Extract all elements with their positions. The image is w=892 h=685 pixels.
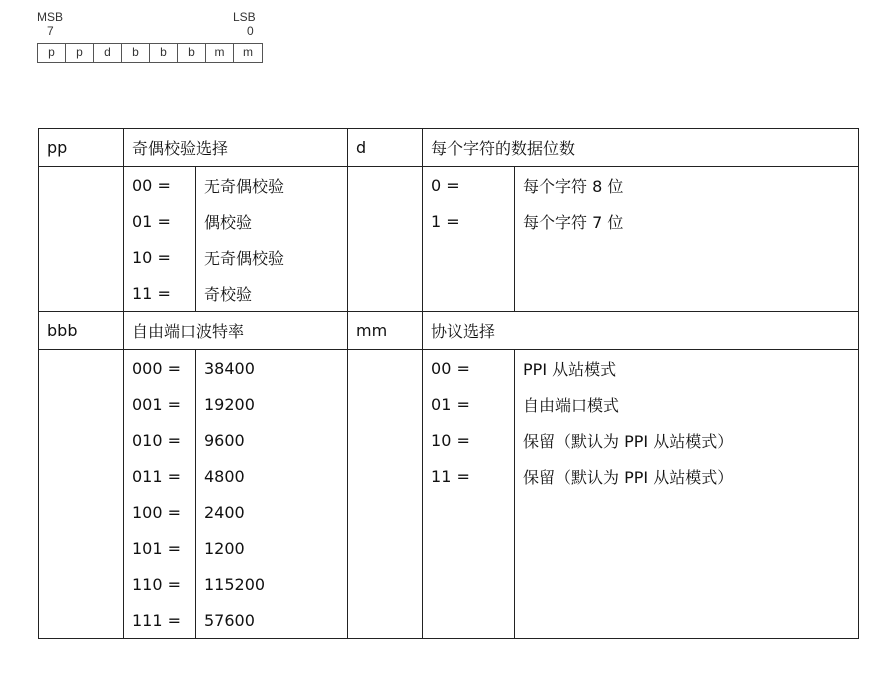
table-row (39, 494, 859, 530)
empty-cell (348, 350, 423, 387)
value-code: 01 = (124, 203, 196, 239)
value-description (515, 530, 859, 566)
empty-cell (348, 602, 423, 639)
value-code: 011 = (124, 458, 196, 494)
field-title: 协议选择 (423, 312, 859, 350)
field-title: 奇偶校验选择 (124, 129, 348, 167)
bit-layout-diagram (35, 8, 275, 78)
empty-cell (39, 386, 124, 422)
value-description (515, 275, 859, 312)
table-row (39, 530, 859, 566)
value-description: 9600 (196, 422, 348, 458)
value-description: 每个字符 7 位 (515, 203, 859, 239)
empty-cell (39, 494, 124, 530)
table-row (39, 422, 859, 458)
empty-cell (348, 458, 423, 494)
value-description: 19200 (196, 386, 348, 422)
empty-cell (348, 239, 423, 275)
lsb-index: 0 (247, 24, 254, 38)
value-description: 每个字符 8 位 (515, 167, 859, 204)
value-code (423, 566, 515, 602)
value-description (515, 239, 859, 275)
bit-cell: d (94, 44, 122, 62)
value-description: 保留（默认为 PPI 从站模式） (515, 458, 859, 494)
bit-cell: m (243, 45, 253, 59)
empty-cell (39, 239, 124, 275)
value-code: 10 = (423, 422, 515, 458)
section-header-row (39, 129, 859, 167)
table-row (39, 350, 859, 387)
table-row (39, 239, 859, 275)
empty-cell (39, 167, 124, 204)
value-code: 01 = (423, 386, 515, 422)
empty-cell (348, 167, 423, 204)
table-row (39, 386, 859, 422)
empty-cell (348, 275, 423, 312)
field-name: mm (348, 312, 423, 350)
value-description: 奇校验 (196, 275, 348, 312)
value-description: 4800 (196, 458, 348, 494)
value-code: 00 = (423, 350, 515, 387)
value-description (515, 566, 859, 602)
value-description: 无奇偶校验 (196, 167, 348, 204)
empty-cell (39, 530, 124, 566)
value-code: 000 = (124, 350, 196, 387)
value-description: 57600 (196, 602, 348, 639)
msb-index: 7 (47, 24, 54, 38)
bit-cell: p (66, 44, 94, 62)
empty-cell (39, 422, 124, 458)
bit-cell: b (122, 44, 150, 62)
empty-cell (39, 350, 124, 387)
empty-cell (348, 422, 423, 458)
bit-cell: b (178, 44, 206, 62)
empty-cell (348, 530, 423, 566)
value-code: 001 = (124, 386, 196, 422)
bit-row (37, 43, 263, 63)
empty-cell (348, 386, 423, 422)
value-code: 00 = (124, 167, 196, 204)
value-code (423, 602, 515, 639)
value-code: 010 = (124, 422, 196, 458)
table-row (39, 602, 859, 639)
value-code: 111 = (124, 602, 196, 639)
value-code: 11 = (124, 275, 196, 312)
value-description: PPI 从站模式 (515, 350, 859, 387)
value-code: 101 = (124, 530, 196, 566)
value-description: 1200 (196, 530, 348, 566)
empty-cell (39, 203, 124, 239)
value-code: 100 = (124, 494, 196, 530)
bit-cell: m (206, 44, 234, 62)
value-code (423, 239, 515, 275)
empty-cell (39, 566, 124, 602)
table-row (39, 566, 859, 602)
config-table (38, 128, 859, 639)
field-title: 每个字符的数据位数 (423, 129, 859, 167)
bit-cell: p (38, 44, 66, 62)
value-code (423, 275, 515, 312)
value-description: 保留（默认为 PPI 从站模式） (515, 422, 859, 458)
field-title: 自由端口波特率 (124, 312, 348, 350)
field-name: d (348, 129, 423, 167)
empty-cell (348, 203, 423, 239)
value-description: 自由端口模式 (515, 386, 859, 422)
value-code: 1 = (423, 203, 515, 239)
value-description: 2400 (196, 494, 348, 530)
value-code (423, 494, 515, 530)
section-header-row (39, 312, 859, 350)
field-name: pp (39, 129, 124, 167)
table-row (39, 275, 859, 312)
empty-cell (39, 602, 124, 639)
value-description (515, 602, 859, 639)
bit-cell: b (150, 44, 178, 62)
value-description: 38400 (196, 350, 348, 387)
field-name: bbb (39, 312, 124, 350)
table-row (39, 203, 859, 239)
value-code: 110 = (124, 566, 196, 602)
msb-label: MSB (37, 10, 64, 24)
empty-cell (348, 566, 423, 602)
value-code (423, 530, 515, 566)
value-code: 10 = (124, 239, 196, 275)
table-row (39, 458, 859, 494)
empty-cell (39, 275, 124, 312)
value-description: 偶校验 (196, 203, 348, 239)
value-description (515, 494, 859, 530)
lsb-label: LSB (233, 10, 256, 24)
value-description: 无奇偶校验 (196, 239, 348, 275)
value-code: 11 = (423, 458, 515, 494)
value-description: 115200 (196, 566, 348, 602)
table-row (39, 167, 859, 204)
value-code: 0 = (423, 167, 515, 204)
empty-cell (348, 494, 423, 530)
empty-cell (39, 458, 124, 494)
